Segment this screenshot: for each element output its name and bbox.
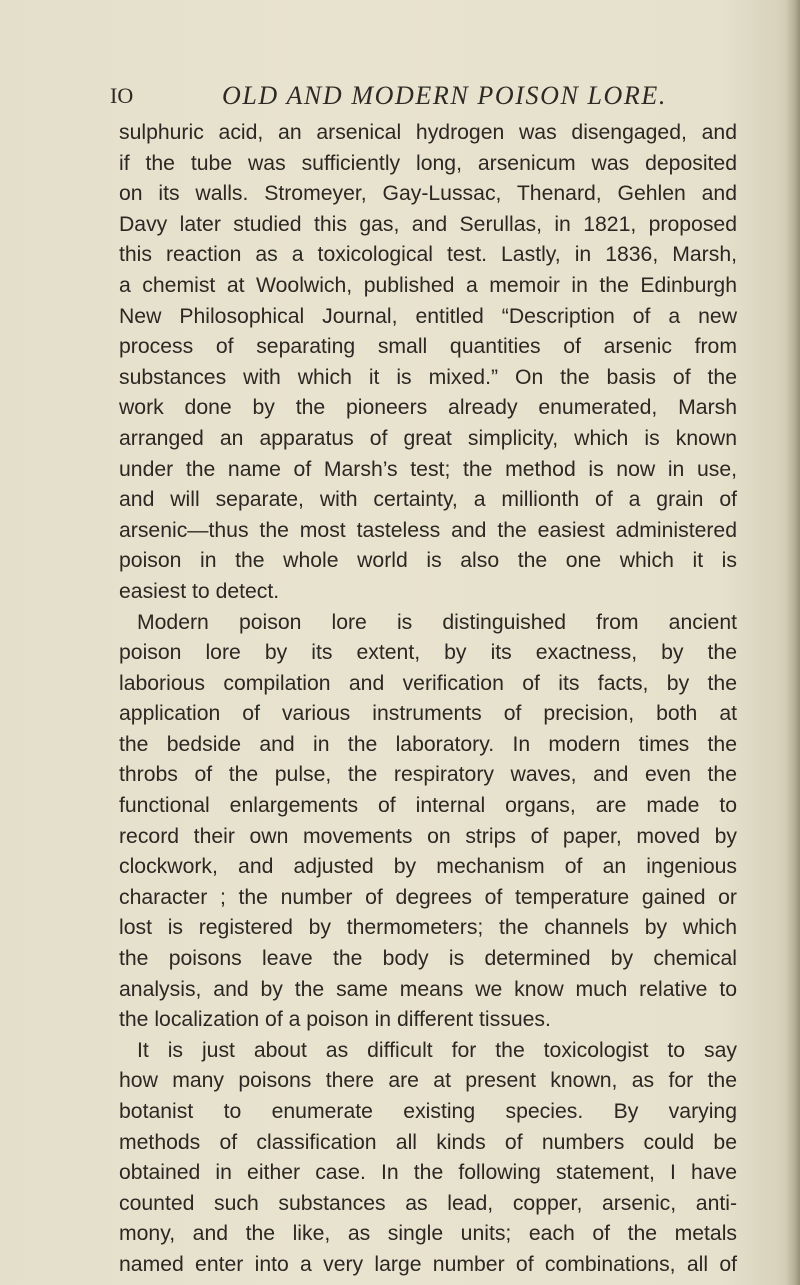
text-line: how many poisons there are at present known, as for the: [119, 1069, 737, 1093]
text-line: substances with which it is mixed.” On the basis of the: [119, 365, 737, 389]
text-line: the bedside and in the laboratory. In modern times the: [119, 732, 737, 756]
text-line: named enter into a very large number of combinations, all of: [119, 1252, 737, 1276]
text-line: mony, and the like, as single units; each of the metals: [119, 1222, 737, 1246]
text-line: a chemist at Woolwich, published a memoir in the Edinburgh: [119, 273, 737, 297]
text-line: botanist to enumerate existing species. By varying: [119, 1100, 737, 1123]
text-line-paragraph-start: It is just about as difficult for the toxicologist to say: [137, 1038, 737, 1062]
text-line: arranged an apparatus of great simplicity, which is known: [119, 426, 737, 450]
text-line: process of separating small quantities of arsenic from: [119, 335, 737, 359]
text-line: and will separate, with certainty, a millionth of a grain of: [119, 488, 737, 512]
page-edge-shadow: [786, 0, 800, 1285]
text-line-paragraph-end: easiest to detect.: [119, 579, 280, 603]
text-line: if the tube was sufficiently long, arsenicum was deposited: [119, 151, 737, 175]
running-head: OLD AND MODERN POISON LORE.: [222, 81, 667, 110]
text-line: sulphuric acid, an arsenical hydrogen was disengaged, and: [119, 121, 737, 144]
text-line-paragraph-end: the localization of a poison in different tissues.: [119, 1008, 551, 1032]
text-line: work done by the pioneers already enumerated, Marsh: [119, 396, 737, 420]
text-line: methods of classification all kinds of numbers could be: [119, 1130, 737, 1154]
text-line: on its walls. Stromeyer, Gay-Lussac, Thenard, Gehlen and: [119, 182, 737, 206]
text-line: lost is registered by thermometers; the channels by which: [119, 916, 737, 940]
text-line: character ; the number of degrees of temperature gained or: [119, 885, 737, 909]
text-line: application of various instruments of precision, both at: [119, 702, 737, 726]
text-line: clockwork, and adjusted by mechanism of an ingenious: [119, 855, 737, 879]
body-text: [119, 118, 737, 1281]
text-line: under the name of Marsh’s test; the method is now in use,: [119, 457, 737, 481]
text-line: record their own movements on strips of paper, moved by: [119, 824, 737, 848]
text-line: poison lore by its extent, by its exactness, by the: [119, 641, 737, 665]
text-line: throbs of the pulse, the respiratory waves, and even the: [119, 763, 737, 787]
text-line: laborious compilation and verification of its facts, by the: [119, 671, 737, 695]
page-header: [110, 76, 720, 116]
page-number: IO: [110, 83, 134, 108]
text-line: New Philosophical Journal, entitled “Description of a new: [119, 304, 737, 328]
text-line-paragraph-start: Modern poison lore is distinguished from ancient: [137, 610, 737, 634]
text-line: poison in the whole world is also the one which it is: [119, 549, 737, 573]
text-line: Davy later studied this gas, and Serullas, in 1821, proposed: [119, 212, 737, 236]
text-line: arsenic—thus the most tasteless and the easiest administered: [119, 518, 737, 542]
text-line: obtained in either case. In the following statement, I have: [119, 1161, 737, 1185]
text-line: counted such substances as lead, copper, arsenic, anti-: [119, 1191, 737, 1215]
text-line: this reaction as a toxicological test. Lastly, in 1836, Marsh,: [119, 243, 737, 267]
text-line: the poisons leave the body is determined by chemical: [119, 947, 737, 971]
text-line: analysis, and by the same means we know much relative to: [119, 977, 737, 1001]
text-line: functional enlargements of internal organs, are made to: [119, 794, 737, 818]
